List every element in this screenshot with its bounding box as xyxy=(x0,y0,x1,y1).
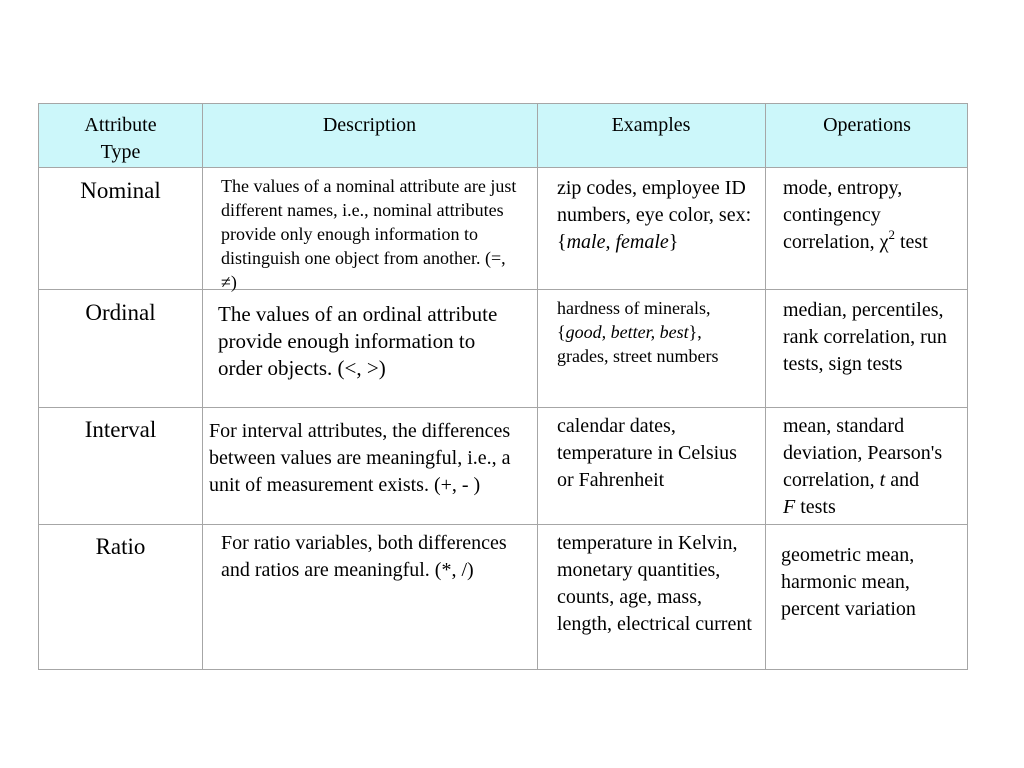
operations-italic-f: F xyxy=(783,496,796,518)
examples-italic-text: male, female xyxy=(566,231,669,253)
header-attribute-type xyxy=(39,112,202,166)
row-divider xyxy=(39,524,967,525)
examples-text: }, grades, street numbers xyxy=(557,322,719,366)
operations-text: mode, entropy, contingency correlation, χ xyxy=(783,177,903,253)
row-ratio-type: Ratio xyxy=(95,534,146,559)
row-ratio-description: For ratio variables, both differences and ratios are meaningful. (*, /) xyxy=(221,532,507,581)
operations-text: test xyxy=(895,231,928,253)
row-ratio-examples: temperature in Kelvin, monetary quantities, counts, age, mass, length, electrical current xyxy=(557,532,752,635)
column-divider xyxy=(202,104,203,669)
row-interval-examples: calendar dates, temperature in Celsius or Fahrenheit xyxy=(557,415,737,491)
row-ordinal-operations: median, percentiles, rank correlation, run tests, sign tests xyxy=(783,299,947,375)
row-divider xyxy=(39,407,967,408)
row-nominal-description: The values of a nominal attribute are just different names, i.e., nominal attributes provide only enough information to distinguish one object from another. (=, ≠) xyxy=(221,176,517,292)
operations-text: and xyxy=(885,469,920,491)
examples-italic-text: good, better, best xyxy=(565,322,689,342)
operations-text: tests xyxy=(795,496,836,518)
row-interval-description: For interval attributes, the differences between values are meaningful, i.e., a unit of measurement exists. (+, - ) xyxy=(209,420,511,496)
examples-text: zip codes, employee ID numbers, eye color, sex: { xyxy=(557,177,752,253)
operations-text: mean, standard deviation, Pearson's correlation, xyxy=(783,415,943,491)
row-nominal-examples xyxy=(557,175,757,256)
row-ordinal-type: Ordinal xyxy=(85,300,156,325)
row-nominal-type: Nominal xyxy=(80,178,161,203)
examples-text: hardness of minerals, { xyxy=(557,298,711,342)
row-ordinal-description: The values of an ordinal attribute provide enough information to order objects. (<, >) xyxy=(218,302,498,380)
header-description: Description xyxy=(322,114,417,136)
header-attribute-type-line2: Type xyxy=(100,141,141,163)
row-interval-operations xyxy=(783,413,965,521)
attribute-types-table xyxy=(38,103,968,670)
column-divider xyxy=(765,104,766,669)
header-attribute-type-line1: Attribute xyxy=(84,114,157,136)
row-ordinal-examples xyxy=(557,296,757,368)
superscript: 2 xyxy=(888,227,895,242)
operations-italic-t: t xyxy=(879,469,886,491)
header-examples: Examples xyxy=(611,114,691,136)
examples-text: } xyxy=(668,231,679,253)
row-interval-type: Interval xyxy=(84,417,157,442)
row-ratio-operations: geometric mean, harmonic mean, percent variation xyxy=(781,544,916,620)
column-divider xyxy=(537,104,538,669)
header-operations: Operations xyxy=(823,114,911,136)
row-nominal-operations xyxy=(783,175,963,256)
